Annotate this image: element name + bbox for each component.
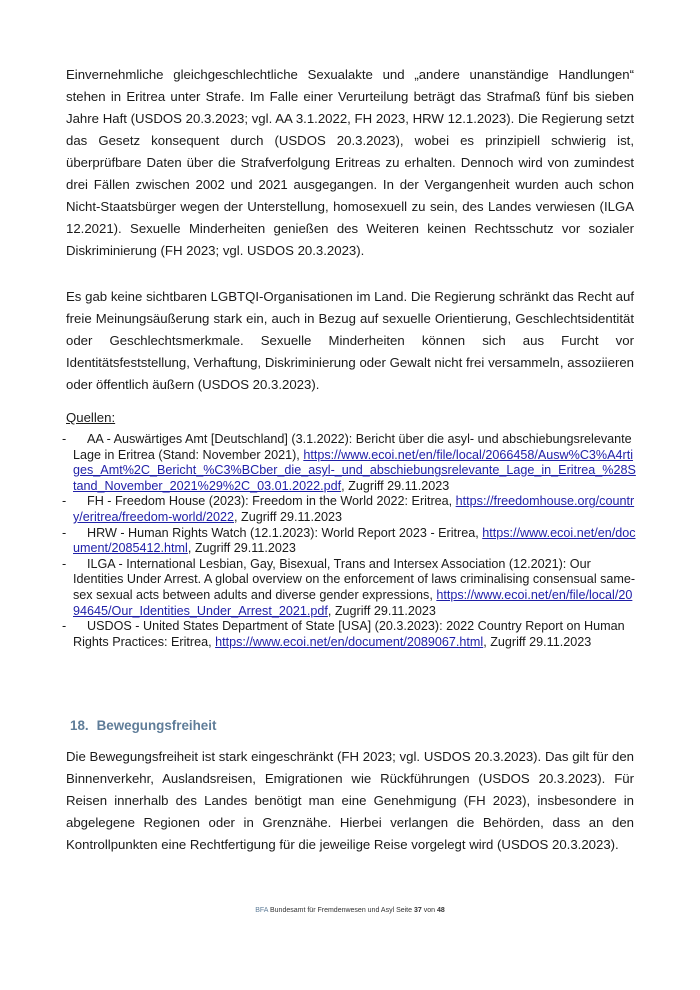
source-item	[62, 494, 636, 525]
source-link[interactable]: https://www.ecoi.net/en/document/2089067.html	[215, 634, 484, 649]
list-dash: -	[62, 432, 67, 446]
footer-page-total: 48	[436, 907, 445, 914]
paragraph-lgbt-criminalisation: Einvernehmliche gleichgeschlechtliche Sexualakte und „andere unanständige Handlungen“ stehen in Eritrea unter Strafe. Im Falle einer Verurteilung beträgt das Strafmaß fünf bis sieben Jahre Haft (USDOS 20.3.2023; vgl. AA 3.1.2022, FH 2023, HRW 12.1.2023). Die Regierung setzt das Gesetz konsequent durch (USDOS 20.3.2023), wobei es prinzipiell schwierig ist, überprüfbare Daten über die Strafverfolgung Eritreas zu erhalten. Dennoch wird von zumindest drei Fällen zwischen 2002 und 2021 ausgegangen. In der Vergangenheit wurden auch schon Nicht-Staatsbürger wegen der Unterstellung, homosexuell zu sein, des Landes verwiesen (ILGA 12.2021). Sexuelle Minderheiten genießen des Weiteren keinen Rechtsschutz vor sozialer Diskriminierung (FH 2023; vgl. USDOS 20.3.2023).	[66, 67, 634, 258]
footer-page-number: 37	[413, 907, 422, 914]
sources-heading: Quellen:	[66, 410, 116, 425]
source-access-date: , Zugriff 29.11.2023	[483, 634, 592, 649]
source-text: HRW - Human Rights Watch (12.1.2023): World Report 2023 - Eritrea,	[87, 525, 479, 540]
source-access-date: , Zugriff 29.11.2023	[187, 541, 296, 556]
source-item	[62, 525, 636, 557]
list-dash: -	[62, 619, 67, 634]
source-access-date: , Zugriff 29.11.2023	[341, 478, 450, 493]
source-item	[62, 432, 636, 494]
footer-brand: BFA	[255, 907, 269, 914]
source-link[interactable]: https://www.ecoi.net/en/file/local/2094645/Our_Identities_Under_Arrest_2021.pdf	[73, 587, 633, 618]
source-access-date: , Zugriff 29.11.2023	[327, 603, 436, 618]
source-text: AA - Auswärtiges Amt [Deutschland] (3.1.2022): Bericht über die asyl- und abschiebungsrelevante Lage in Eritrea (Stand: November 2021),	[73, 432, 632, 462]
list-dash: -	[62, 494, 67, 509]
list-dash: -	[62, 556, 67, 571]
paragraph-freedom-of-movement: Die Bewegungsfreiheit ist stark eingeschränkt (FH 2023; vgl. USDOS 20.3.2023). Das gilt für den Binnenverkehr, Auslandsreisen, Emigrationen wie Rückführungen (USDOS 20.3.2023). Für Reisen innerhalb des Landes benötigt man eine Genehmigung (FH 2023), insbesondere in abgelegene Regionen oder in Grenznähe. Hierbei verlangen die Behörden, dass an den Kontrollpunkten eine Rechtfertigung für die jeweilige Reise vorgelegt wird (USDOS 20.3.2023).	[66, 749, 634, 852]
source-link[interactable]: https://freedomhouse.org/country/eritrea/freedom-world/2022	[73, 494, 635, 524]
footer-org: Bundesamt für Fremdenwesen und Asyl Seite	[270, 907, 413, 914]
source-item	[62, 556, 636, 619]
source-link[interactable]: https://www.ecoi.net/en/document/2085412.html	[73, 525, 636, 556]
source-text: ILGA - International Lesbian, Gay, Bisexual, Trans and Intersex Association (12.2021): Our Identities Under Arrest. A global overview on the enforcement of laws criminalising consensual same-sex sexual acts between adults and diverse gender expressions,	[73, 556, 636, 602]
page-footer	[0, 907, 700, 914]
section-heading	[70, 718, 216, 733]
section-number: 18.	[70, 718, 89, 733]
section-title: Bewegungsfreiheit	[96, 718, 217, 733]
source-item	[62, 619, 636, 650]
paragraph-lgbt-organisations: Es gab keine sichtbaren LGBTQI-Organisationen im Land. Die Regierung schränkt das Recht auf freie Meinungsäußerung stark ein, auch in Bezug auf sexuelle Orientierung, Geschlechtsidentität oder Geschlechtsmerkmale. Sexuelle Minderheiten können sich aus Furcht vor Identitätsfeststellung, Verhaftung, Diskriminierung oder Gewalt nicht frei versammeln, assoziieren oder öffentlich äußern (USDOS 20.3.2023).	[66, 289, 634, 392]
list-dash: -	[62, 525, 67, 540]
source-text: FH - Freedom House (2023): Freedom in the World 2022: Eritrea,	[87, 494, 453, 509]
source-text: USDOS - United States Department of State [USA] (20.3.2023): 2022 Country Report on Human Rights Practices: Eritrea,	[73, 619, 625, 649]
source-access-date: , Zugriff 29.11.2023	[234, 509, 343, 524]
footer-of: von	[423, 907, 436, 914]
sources-list	[62, 432, 636, 650]
source-link[interactable]: https://www.ecoi.net/en/file/local/2066458/Ausw%C3%A4rtiges_Amt%2C_Bericht_%C3%BCber_die_asyl-_und_abschiebungsrelevante_Lage_in_Eritrea_%28Stand_November_2021%29%2C_03.01.2022.pdf	[73, 447, 636, 493]
